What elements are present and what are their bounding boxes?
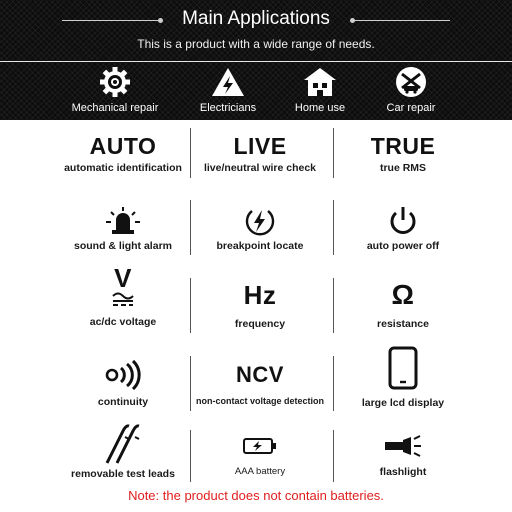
application-home-use bbox=[270, 66, 370, 118]
feature-big-text: Ω bbox=[391, 279, 415, 310]
battery-note: Note: the product does not contain batteries. bbox=[128, 488, 384, 503]
feature-label: sound & light alarm bbox=[73, 240, 172, 252]
page-title: Main Applications bbox=[182, 8, 330, 29]
feature-big-text: TRUE bbox=[370, 133, 436, 159]
feature-label: removable test leads bbox=[71, 468, 175, 480]
high-voltage-icon bbox=[210, 66, 246, 98]
feature-auto-power-off bbox=[318, 204, 488, 252]
feature-flashlight bbox=[318, 432, 488, 478]
alarm-light-icon bbox=[103, 206, 143, 236]
feature-label: automatic identification bbox=[64, 162, 182, 174]
ac-dc-symbol bbox=[110, 292, 136, 308]
continuity-sound-icon bbox=[103, 359, 143, 391]
test-leads-icon bbox=[101, 423, 145, 465]
application-label: Home use bbox=[294, 102, 346, 114]
feature-big-text: LIVE bbox=[233, 133, 287, 159]
feature-label: AAA battery bbox=[234, 466, 286, 477]
power-icon bbox=[386, 205, 420, 237]
feature-big-text: V bbox=[114, 263, 132, 293]
feature-label: breakpoint locate bbox=[216, 240, 304, 252]
header-divider bbox=[0, 61, 512, 62]
application-label: Car repair bbox=[386, 102, 436, 114]
feature-big-text: Hz bbox=[243, 280, 277, 310]
application-mechanical-repair bbox=[65, 66, 165, 118]
feature-big-text: NCV bbox=[236, 362, 284, 387]
feature-label: non-contact voltage detection bbox=[195, 396, 324, 406]
page-subtitle: This is a product with a wide range of needs. bbox=[137, 37, 375, 51]
feature-label: live/neutral wire check bbox=[203, 162, 317, 174]
feature-label: true RMS bbox=[379, 162, 427, 174]
feature-label: resistance bbox=[377, 318, 429, 330]
feature-label: ac/dc voltage bbox=[89, 316, 157, 328]
feature-label: large lcd display bbox=[361, 397, 445, 409]
feature-large-lcd-display bbox=[318, 346, 488, 409]
application-electricians bbox=[178, 66, 278, 118]
application-label: Mechanical repair bbox=[71, 102, 159, 114]
feature-true-rms bbox=[318, 133, 488, 174]
gear-wrench-icon bbox=[97, 66, 133, 98]
feature-big-text: AUTO bbox=[89, 133, 157, 159]
application-label: Electricians bbox=[199, 102, 257, 114]
feature-label: continuity bbox=[97, 396, 149, 408]
feature-label: auto power off bbox=[366, 240, 440, 252]
feature-label: frequency bbox=[234, 318, 286, 330]
battery-icon bbox=[242, 436, 278, 456]
car-tools-icon bbox=[393, 66, 429, 98]
feature-label: flashlight bbox=[379, 466, 427, 478]
application-car-repair bbox=[361, 66, 461, 118]
feature-resistance bbox=[318, 280, 488, 330]
lightning-circle-icon bbox=[243, 205, 277, 237]
house-icon bbox=[302, 66, 338, 98]
flashlight-icon bbox=[383, 435, 423, 457]
phone-display-icon bbox=[388, 346, 418, 390]
